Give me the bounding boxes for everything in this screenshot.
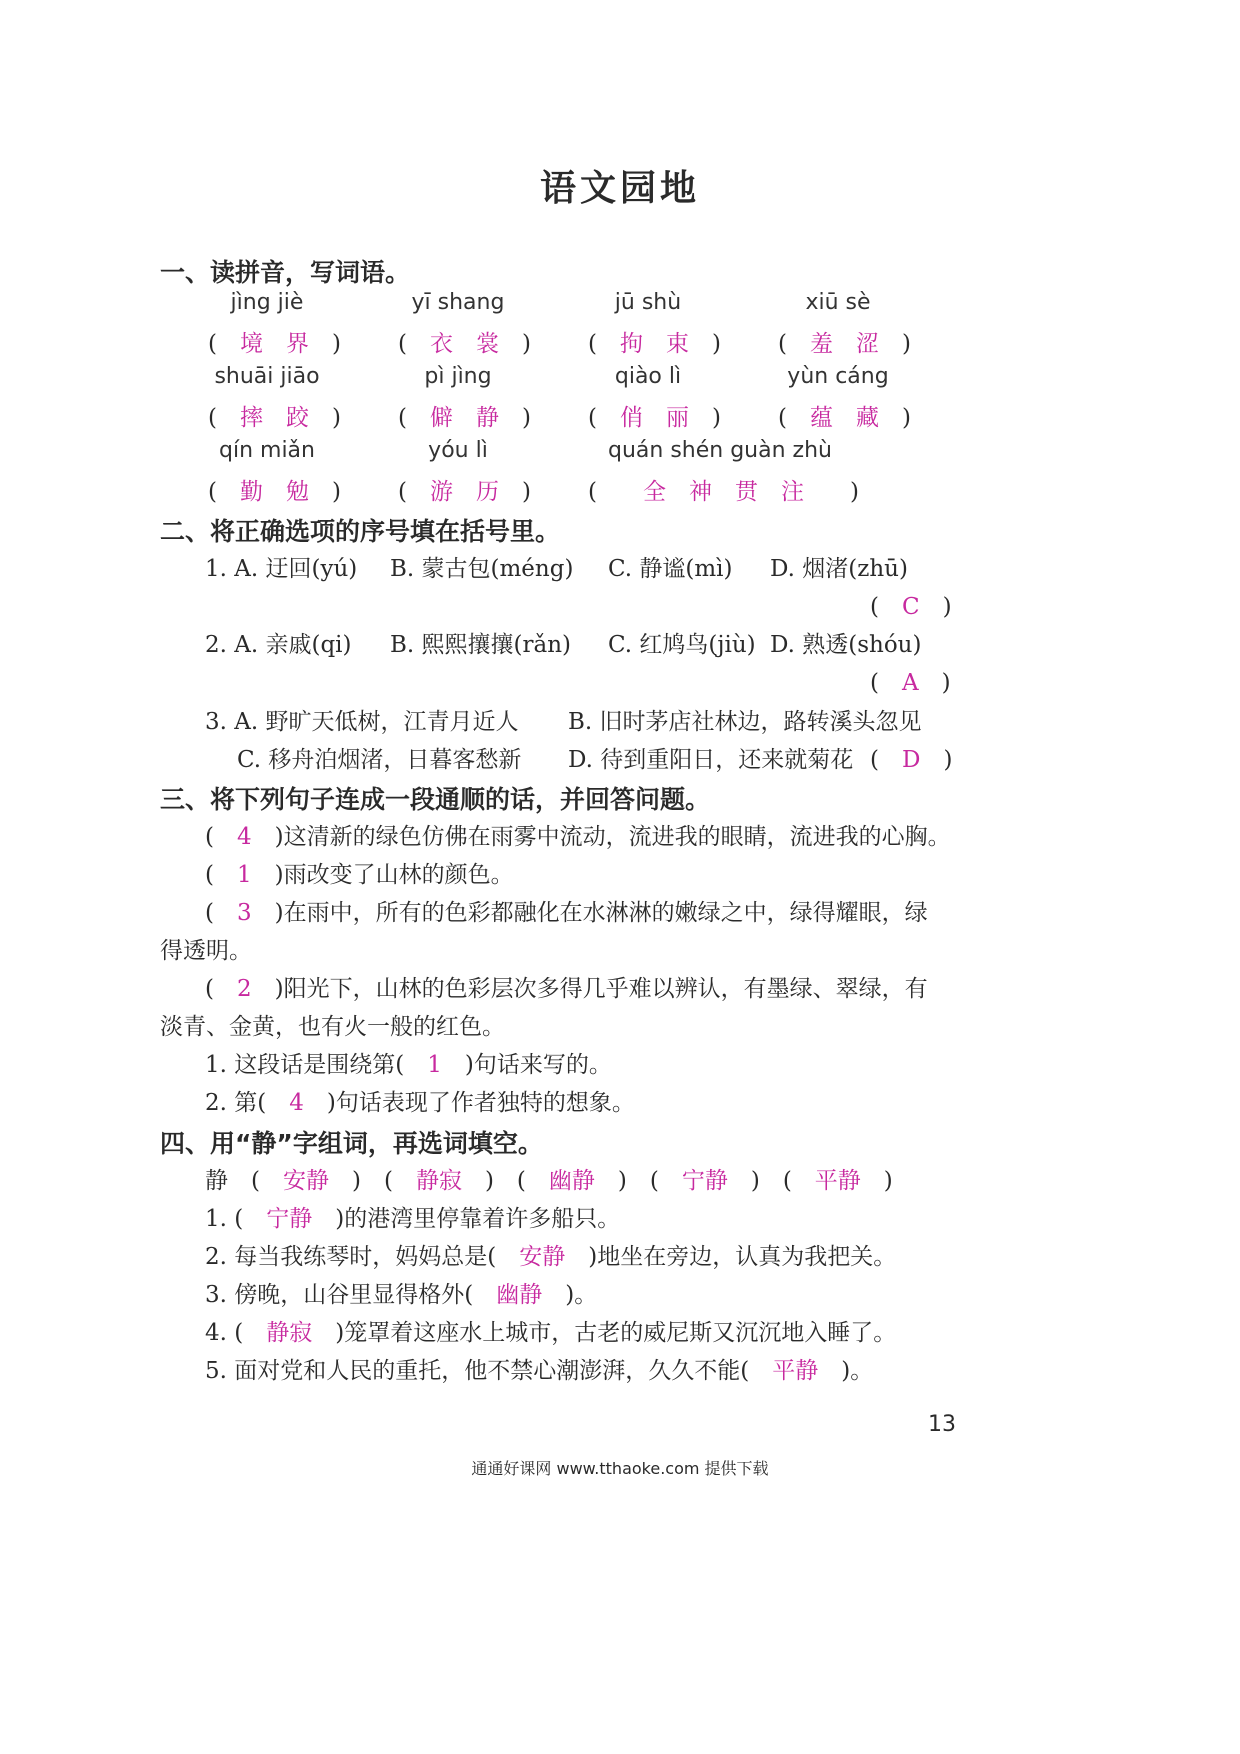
question-text: )句话表现了作者独特的想象。 — [326, 1090, 635, 1116]
sentence-line-3: ( 3 )在雨中，所有的色彩都融化在水淋淋的嫩绿之中，绿得耀眼，绿 — [205, 900, 928, 926]
pinyin-1-3: jū shù — [614, 290, 682, 315]
answer-word: 勤 勉 — [239, 479, 309, 505]
answer-box-2-2: ( 僻 静 ) — [398, 405, 531, 431]
answer-word: 羞 涩 — [809, 331, 879, 357]
fill-item-4 — [205, 1314, 896, 1347]
fill-text: 1. ( — [205, 1206, 244, 1232]
pinyin-2-1: shuāi jiāo — [214, 364, 320, 389]
order-answer: 4 — [236, 824, 252, 850]
answer-box-1-1: ( 境 界 ) — [208, 331, 341, 357]
page-title: 语文园地 — [539, 168, 700, 209]
sentence-line-4: ( 2 )阳光下，山林的色彩层次多得几乎难以辨认，有墨绿、翠绿，有 — [205, 976, 928, 1002]
page-number: 13 — [928, 1412, 956, 1437]
answer-word: 蕴 藏 — [809, 405, 879, 431]
section-1-heading: 一、读拼音，写词语。 — [160, 258, 411, 287]
answer-box-3-2: ( 游 历 ) — [398, 479, 531, 505]
word-group-row: 静 ( 安静 ) ( 静寂 ) ( 幽静 ) ( 宁静 ) ( 平静 ) — [205, 1168, 893, 1194]
q2-option-c: C. 红鸠鸟(jiù) — [608, 632, 756, 658]
q1-option-d: D. 烟渚(zhū) — [770, 556, 908, 582]
fill-text: 3. 傍晚，山谷里显得格外( — [205, 1282, 474, 1308]
answer-word: 俏 丽 — [619, 405, 689, 431]
word-answer: 平静 — [814, 1168, 861, 1194]
section-2-heading: 二、将正确选项的序号填在括号里。 — [160, 517, 561, 546]
fill-text: )地坐在旁边，认真为我把关。 — [588, 1244, 897, 1270]
q3-option-c: C. 移舟泊烟渚，日暮客愁新 — [237, 747, 522, 773]
q2-option-b: B. 熙熙攘攘(rǎn) — [390, 632, 571, 658]
sentence-line-1: ( 4 )这清新的绿色仿佛在雨雾中流动，流进我的眼睛，流进我的心胸。 — [205, 824, 951, 850]
footer-credit: 通通好课网 www.tthaoke.com 提供下载 — [471, 1459, 769, 1478]
sentence-line-2: ( 1 )雨改变了山林的颜色。 — [205, 862, 514, 888]
sentence-line-3-cont: 得透明。 — [160, 938, 252, 964]
s3-question-1 — [205, 1046, 612, 1079]
q3-answer-box: ( D ) — [870, 747, 953, 773]
pinyin-2-2: pì jìng — [424, 364, 492, 389]
q1-answer-box: ( C ) — [870, 594, 952, 620]
pinyin-3-2: yóu lì — [428, 438, 488, 463]
q1-answer: C — [901, 594, 920, 620]
pinyin-1-4: xiū sè — [805, 290, 871, 315]
answer-box-1-3: ( 拘 束 ) — [588, 331, 721, 357]
fill-text: )笼罩着这座水上城市，古老的威尼斯又沉沉地入睡了。 — [335, 1320, 897, 1346]
root-char: 静 — [205, 1168, 228, 1194]
fill-answer: 宁静 — [266, 1206, 313, 1232]
fill-text: 2. 每当我练琴时，妈妈总是( — [205, 1244, 497, 1270]
q2-option-d: D. 熟透(shóu) — [770, 632, 922, 658]
answer-word: 摔 跤 — [239, 405, 309, 431]
q2-answer: A — [901, 670, 919, 696]
answer-word: 僻 静 — [429, 405, 499, 431]
answer-word: 境 界 — [239, 331, 309, 357]
fill-answer: 安静 — [519, 1244, 566, 1270]
q1-option-c: C. 静谧(mì) — [608, 556, 733, 582]
fill-answer: 平静 — [772, 1358, 819, 1384]
pinyin-2-4: yùn cáng — [787, 364, 889, 389]
answer-box-2-1: ( 摔 跤 ) — [208, 405, 341, 431]
word-answer: 幽静 — [548, 1168, 595, 1194]
sentence-text: 阳光下，山林的色彩层次多得几乎难以辨认，有墨绿、翠绿，有 — [283, 976, 928, 1002]
answer-word: 衣 裳 — [429, 331, 499, 357]
question-text: 1. 这段话是围绕第( — [205, 1052, 405, 1078]
order-answer: 2 — [236, 976, 252, 1002]
answer-box-3-1: ( 勤 勉 ) — [208, 479, 341, 505]
fill-text: )。 — [841, 1358, 874, 1384]
fill-item-2 — [205, 1238, 896, 1271]
pinyin-3-1: qín miǎn — [219, 438, 315, 463]
q2-option-a: 2. A. 亲戚(qi) — [205, 632, 352, 658]
section-4-heading: 四、用“静”字组词，再选词填空。 — [160, 1129, 543, 1158]
question-answer: 4 — [289, 1090, 304, 1116]
pinyin-1-2: yī shang — [411, 290, 505, 315]
answer-box-2-3: ( 俏 丽 ) — [588, 405, 721, 431]
fill-text: 4. ( — [205, 1320, 244, 1346]
fill-item-3 — [205, 1276, 597, 1309]
answer-box-1-4: ( 羞 涩 ) — [778, 331, 911, 357]
pinyin-3-3: quán shén guàn zhù — [608, 438, 832, 463]
sentence-text: 这清新的绿色仿佛在雨雾中流动，流进我的眼睛，流进我的心胸。 — [283, 824, 951, 850]
q3-option-d: D. 待到重阳日，还来就菊花 — [568, 747, 854, 773]
fill-answer: 幽静 — [496, 1282, 543, 1308]
sentence-text: 在雨中，所有的色彩都融化在水淋淋的嫩绿之中，绿得耀眼，绿 — [283, 900, 928, 926]
answer-word: 拘 束 — [619, 331, 689, 357]
answer-box-2-4: ( 蕴 藏 ) — [778, 405, 911, 431]
pinyin-1-1: jìng jiè — [230, 290, 304, 315]
word-answer: 宁静 — [681, 1168, 728, 1194]
fill-text: )的港湾里停靠着许多船只。 — [335, 1206, 621, 1232]
fill-text: )。 — [565, 1282, 598, 1308]
pinyin-2-3: qiào lì — [614, 364, 682, 389]
answer-box-3-3: ( 全 神 贯 注 ) — [588, 479, 859, 505]
s3-question-2 — [205, 1084, 635, 1117]
word-answer: 静寂 — [415, 1168, 462, 1194]
fill-answer: 静寂 — [266, 1320, 313, 1346]
q2-answer-box: ( A ) — [870, 670, 951, 696]
question-text: )句话来写的。 — [464, 1052, 612, 1078]
section-3-heading: 三、将下列句子连成一段通顺的话，并回答问题。 — [160, 785, 711, 814]
sentence-text: 雨改变了山林的颜色。 — [283, 862, 514, 888]
q3-option-b: B. 旧时茅店社林边，路转溪头忽见 — [568, 709, 922, 735]
question-answer: 1 — [427, 1052, 442, 1078]
fill-item-1 — [205, 1200, 620, 1233]
order-answer: 3 — [236, 900, 252, 926]
fill-item-5 — [205, 1352, 873, 1385]
answer-word: 全 神 贯 注 — [642, 479, 804, 505]
answer-word: 游 历 — [429, 479, 499, 505]
order-answer: 1 — [236, 862, 252, 888]
q3-answer: D — [901, 747, 921, 773]
word-answer: 安静 — [282, 1168, 329, 1194]
answer-box-1-2: ( 衣 裳 ) — [398, 331, 531, 357]
question-text: 2. 第( — [205, 1090, 267, 1116]
q1-option-a: 1. A. 迂回(yú) — [205, 556, 358, 582]
sentence-line-4-cont: 淡青、金黄，也有火一般的红色。 — [160, 1014, 505, 1040]
q1-option-b: B. 蒙古包(méng) — [390, 556, 574, 582]
fill-text: 5. 面对党和人民的重托，他不禁心潮澎湃，久久不能( — [205, 1358, 750, 1384]
q3-option-a: 3. A. 野旷天低树，江青月近人 — [205, 709, 519, 735]
